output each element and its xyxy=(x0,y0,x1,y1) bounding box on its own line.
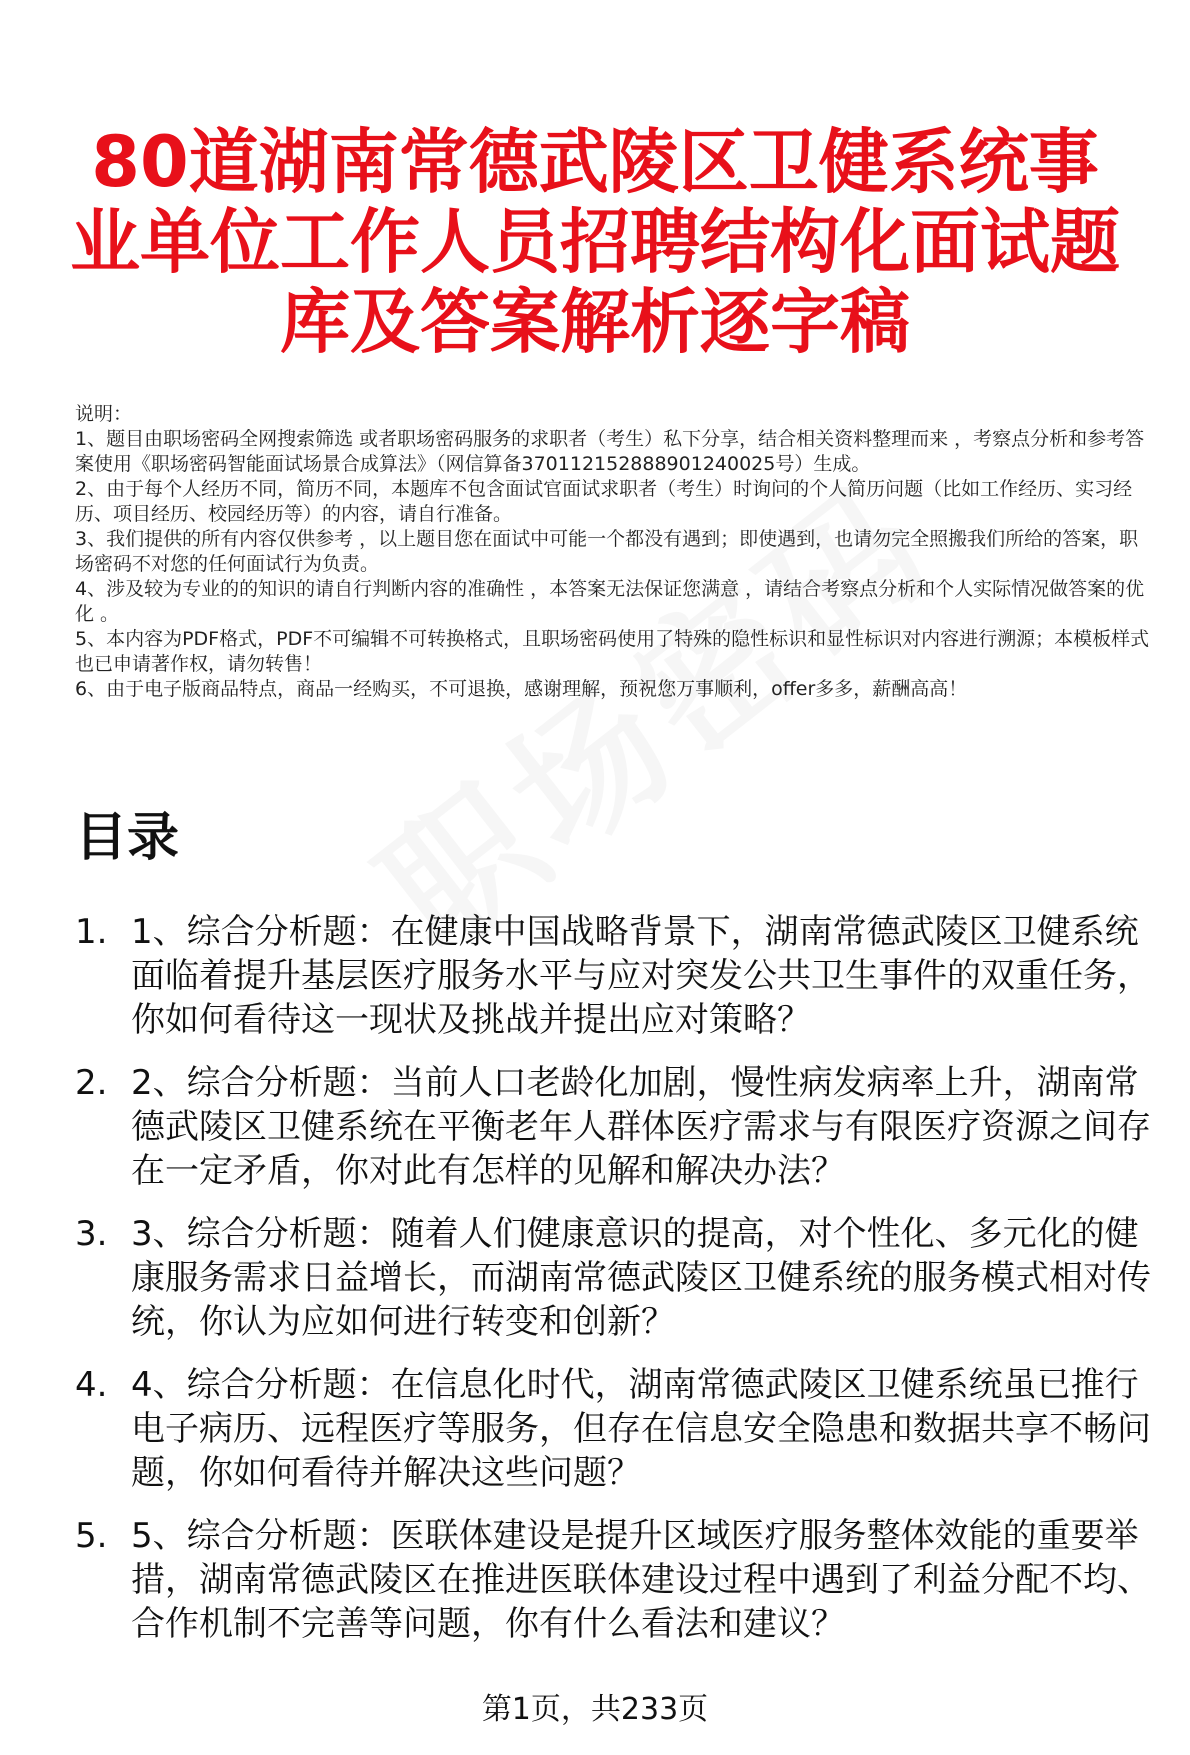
notes-item: 1、题目由职场密码全网搜索筛选 或者职场密码服务的求职者（考生）私下分享，结合相关资料整理而来 ，考察点分析和参考答案使用《职场密码智能面试场景合成算法》（网信算备370112152888901240025号）生成。 xyxy=(75,428,1145,475)
toc-item[interactable] xyxy=(75,1061,1165,1193)
toc-item[interactable] xyxy=(75,910,1165,1042)
toc-heading: 目录 xyxy=(75,808,180,868)
notes-item: 6、由于电子版商品特点，商品一经购买，不可退换，感谢理解，预祝您万事顺利，offer多多，薪酬高高！ xyxy=(75,678,968,700)
toc-item-text[interactable]: 3、综合分析题：随着人们健康意识的提高，对个性化、多元化的健康服务需求日益增长，而湖南常德武陵区卫健系统的服务模式相对传统，你认为应如何进行转变和创新？ xyxy=(131,1214,1151,1342)
toc-item-number: 4. xyxy=(75,1365,108,1405)
toc-item-number: 1. xyxy=(75,912,108,952)
toc-item-number: 3. xyxy=(75,1214,108,1254)
notes-heading: 说明： xyxy=(75,403,133,425)
toc-item-text[interactable]: 5、综合分析题：医联体建设是提升区域医疗服务整体效能的重要举措，湖南常德武陵区在推进医联体建设过程中遇到了利益分配不均、合作机制不完善等问题，你有什么看法和建议？ xyxy=(131,1516,1151,1644)
toc-item-number: 2. xyxy=(75,1063,108,1103)
toc-item-text[interactable]: 2、综合分析题：当前人口老龄化加剧，慢性病发病率上升，湖南常德武陵区卫健系统在平衡老年人群体医疗需求与有限医疗资源之间存在一定矛盾，你对此有怎样的见解和解决办法？ xyxy=(131,1063,1151,1191)
notes-section xyxy=(75,402,1155,702)
toc-item-text[interactable]: 4、综合分析题：在信息化时代，湖南常德武陵区卫健系统虽已推行电子病历、远程医疗等服务，但存在信息安全隐患和数据共享不畅问题，你如何看待并解决这些问题？ xyxy=(131,1365,1151,1493)
notes-item: 5、本内容为PDF格式，PDF不可编辑不可转换格式，且职场密码使用了特殊的隐性标识和显性标识对内容进行溯源；本模板样式也已申请著作权，请勿转售！ xyxy=(75,628,1150,675)
toc-item-text[interactable]: 1、综合分析题：在健康中国战略背景下，湖南常德武陵区卫健系统面临着提升基层医疗服务水平与应对突发公共卫生事件的双重任务，你如何看待这一现状及挑战并提出应对策略？ xyxy=(131,912,1151,1040)
notes-item: 4、涉及较为专业的的知识的请自行判断内容的准确性 ，本答案无法保证您满意 ，请结合考察点分析和个人实际情况做答案的优化 。 xyxy=(75,578,1145,625)
toc-item[interactable] xyxy=(75,1212,1165,1344)
document-title: 80道湖南常德武陵区卫健系统事业单位工作人员招聘结构化面试题库及答案解析逐字稿 xyxy=(70,121,1120,363)
notes-item: 2、由于每个人经历不同，简历不同，本题库不包含面试官面试求职者（考生）时询问的个人简历问题（比如工作经历、实习经历、项目经历、校园经历等）的内容，请自行准备。 xyxy=(75,478,1133,525)
toc-item[interactable] xyxy=(75,1363,1165,1495)
page-number: 第1页，共233页 xyxy=(481,1692,709,1727)
toc-item-number: 5. xyxy=(75,1516,108,1556)
toc-list xyxy=(75,910,1165,1665)
notes-item: 3、我们提供的所有内容仅供参考 ，以上题目您在面试中可能一个都没有遇到；即使遇到，也请勿完全照搬我们所给的答案，职场密码不对您的任何面试行为负责。 xyxy=(75,528,1139,575)
toc-item[interactable] xyxy=(75,1514,1165,1646)
